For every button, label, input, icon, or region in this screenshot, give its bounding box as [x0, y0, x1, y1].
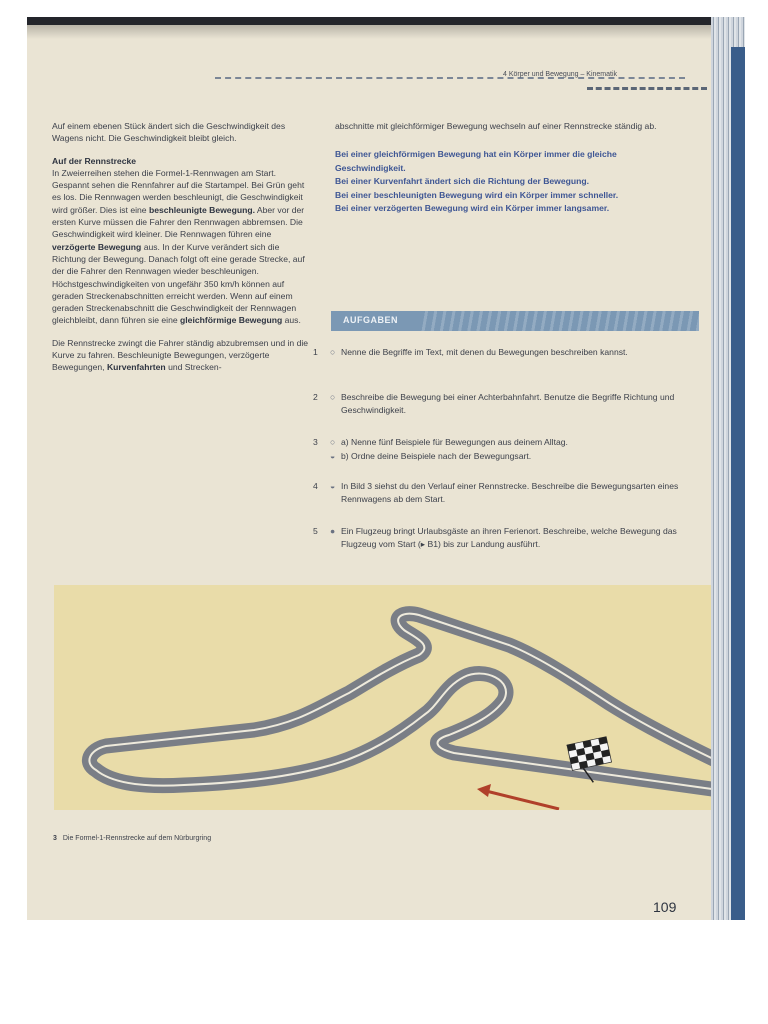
summary-line: Bei einer verzögerten Bewegung wird ein Körper immer langsamer. — [335, 202, 610, 213]
term-curves: Kurvenfahrten — [106, 362, 166, 373]
task-number: 1 — [313, 347, 318, 357]
track-text-1: Die Rennstrecke zwingt die Fahrer ständig abzubremsen und in die Kurve zu fahren. Beschleunigte Bewegungen, verzögerte Bewegungen, — [52, 337, 309, 373]
difficulty-icon: ● — [330, 526, 336, 536]
summary-line: Bei einer Kurvenfahrt ändert sich die Richtung der Bewegung. — [335, 176, 590, 187]
task-text: Nenne die Begriffe im Text, mit denen du Bewegungen beschreiben kannst. — [341, 347, 628, 357]
difficulty-icon: ○ — [330, 437, 336, 447]
summary-box — [335, 148, 680, 215]
race-text-1: In Zweierreihen stehen die Formel-1-Rennwagen am Start. Gespannt sehen die Rennfahrer auf die Startampel. Bei Grün geht es los. Die Rennwagen werden beschleunigt, die Geschwindigkeit wird größer. Dies ist eine — [52, 167, 305, 215]
task-number: 5 — [313, 526, 318, 536]
term-accelerated: beschleunigte Bewegung. — [148, 204, 255, 215]
task-text: Beschreibe die Bewegung bei einer Achterbahnfahrt. Benutze die Begriffe Richtung und Geschwindigkeit. — [341, 392, 675, 416]
difficulty-icon: ◒ — [330, 451, 336, 461]
summary-line: Bei einer gleichförmigen Bewegung hat ein Körper immer die gleiche Geschwindigkeit. — [335, 149, 617, 173]
race-paragraph — [52, 155, 314, 327]
left-column — [52, 120, 314, 384]
difficulty-icon: ○ — [330, 392, 336, 402]
racetrack-edge — [89, 614, 720, 790]
tasks-bar-texture — [419, 311, 699, 331]
task-text: Ein Flugzeug bringt Urlaubsgäste an ihren Ferienort. Beschreibe, welche Bewegung das Flugzeug vom Start (▸ B1) bis zur Landung ausführt. — [341, 526, 677, 550]
race-text-2: Aber vor der ersten Kurve müssen die Fahrer den Rennwagen abbremsen. Die Geschwindigkeit wird kleiner. Die Rennwagen führen eine — [52, 204, 305, 240]
task-number: 2 — [313, 392, 318, 402]
difficulty-icon: ○ — [330, 347, 336, 357]
racetrack-figure — [54, 585, 720, 810]
task-text: b) Ordne deine Beispiele nach der Bewegungsart. — [341, 451, 532, 461]
direction-arrow-icon — [477, 784, 559, 809]
figure-caption-text: Die Formel-1-Rennstrecke auf dem Nürburgring — [62, 835, 212, 842]
summary-line: Bei einer beschleunigten Bewegung wird ein Körper immer schneller. — [335, 189, 619, 200]
page-top-shadow — [27, 25, 735, 39]
difficulty-icon: ◒ — [330, 481, 336, 491]
task-text: a) Nenne fünf Beispiele für Bewegungen aus deinem Alltag. — [341, 437, 568, 447]
section-title: Auf der Rennstrecke — [52, 155, 137, 166]
right-column — [335, 120, 680, 215]
race-text-4: aus. — [282, 315, 301, 326]
track-paragraph — [52, 337, 314, 374]
book-photo — [27, 17, 745, 920]
header-dash-line-bold — [587, 87, 707, 90]
racetrack-illustration — [54, 585, 720, 810]
book-cover-edge — [731, 47, 745, 920]
book-page — [27, 25, 735, 920]
task-text: In Bild 3 siehst du den Verlauf einer Rennstrecke. Beschreibe die Bewegungsarten eines Rennwagens ab dem Start. — [341, 481, 679, 505]
figure-caption — [53, 835, 211, 842]
intro-paragraph: Auf einem ebenen Stück ändert sich die Geschwindigkeit des Wagens nicht. Die Geschwindigkeit bleibt gleich. — [52, 121, 286, 144]
track-text-2: und Strecken- — [165, 362, 222, 373]
race-text-3: aus. In der Kurve verändert sich die Richtung der Bewegung. Danach folgt oft eine gerade Strecke, auf der die Fahrer den Rennwagen wieder beschleunigen. Höchstgeschwindigkeiten von ungefähr 350 km/h können auf geraden Streckenabschnitten erreicht werden. Wenn auf einem geraden Streckenabschnitt die Geschwindigkeit der Rennwagen gleichbleibt, dann führen sie eine — [52, 241, 305, 326]
task-number: 4 — [313, 481, 318, 491]
term-uniform: gleichförmige Bewegung — [180, 315, 283, 326]
tasks-heading: AUFGABEN — [343, 315, 398, 325]
figure-number: 3 — [53, 835, 57, 842]
term-decelerated: verzögerte Bewegung — [52, 241, 142, 252]
task-number: 3 — [313, 437, 318, 447]
page-number: 109 — [653, 899, 677, 915]
continuation-text: abschnitte mit gleichförmiger Bewegung wechseln auf einer Rennstrecke ständig ab. — [335, 121, 657, 131]
racetrack-path — [89, 614, 720, 790]
tasks-heading-bar — [331, 311, 699, 331]
chapter-header: 4 Körper und Bewegung – Kinematik — [503, 71, 618, 78]
